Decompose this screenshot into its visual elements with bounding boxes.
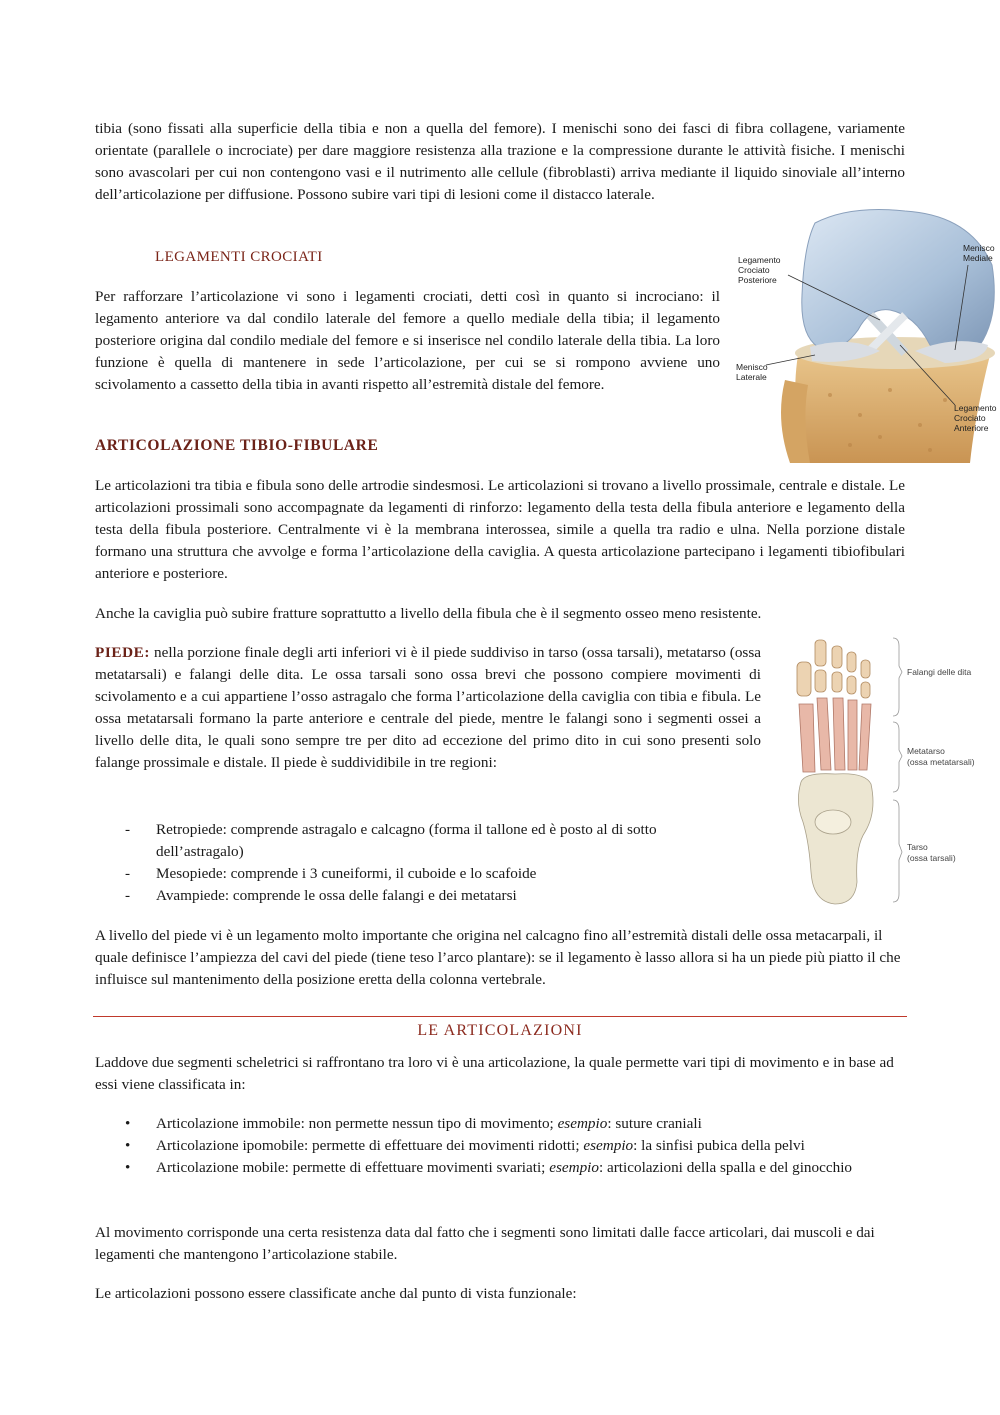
intro-paragraph: tibia (sono fissati alla superficie della tibia e non a quella del femore). I menischi sono dei fasci di fibra collagene, variamente orientate (parallele o incrociate) per dare maggiore resistenza alla trazione e la compressione durante le attività fisiche. I menischi sono avascolari per cui non contengono vasi e il nutrimento alle cellule (fibroblasti) arriva mediante il liquido sinoviale all’interno dell’articolazione per diffusione. Possono subire vari tipi di lesioni come il distacco laterale.: [95, 120, 905, 203]
piede-closing-paragraph: A livello del piede vi è un legamento molto importante che origina nel calcagno fino all’estremità distali delle ossa metacarpali, il quale definisce l’ampiezza del cavi del piede (tiene teso l’arco plantare): se il legamento è lasso allora si ha un piede più piatto il che influisce sul mantenimento della posizione eretta della colonna vertebrale.: [95, 927, 901, 988]
label-menisco-laterale: Menisco Laterale: [736, 362, 768, 382]
list-item: • Articolazione ipomobile: permette di effettuare dei movimenti ridotti; esempio: la sinfisi pubica della pelvi: [125, 1137, 805, 1154]
list-item: • Articolazione immobile: non permette nessun tipo di movimento; esempio: suture craniali: [125, 1115, 702, 1132]
tibiofibulare-heading: ARTICOLAZIONE TIBIO-FIBULARE: [95, 437, 379, 454]
phalanges-shape: [797, 640, 870, 698]
piede-label: PIEDE:: [95, 644, 151, 661]
tarsals-shape: [798, 774, 873, 904]
legamenti-crociati-heading: LEGAMENTI CROCIATI: [155, 249, 323, 265]
section-divider: [93, 1016, 907, 1017]
list-item: - Avampiede: comprende le ossa delle falangi e dei metatarsi: [125, 887, 517, 904]
bracket-lines: [891, 632, 903, 910]
list-item: - Retropiede: comprende astragalo e calcagno (forma il tallone ed è posto al di sotto dell’astragalo): [125, 821, 657, 860]
articolazioni-paragraph-2: Al movimento corrisponde una certa resistenza data dal fatto che i segmenti sono limitati dalle facce articolari, dai muscoli e dai legamenti che mantengono l’articolazione stabile.: [95, 1224, 875, 1263]
list-item: - Mesopiede: comprende i 3 cuneiformi, il cuboide e lo scafoide: [125, 865, 537, 882]
label-lcp: Legamento Crociato Posteriore: [738, 255, 781, 285]
label-metatarso: Metatarso (ossa metatarsali): [907, 746, 975, 767]
label-lca: Legamento Crociato Anteriore: [954, 403, 997, 433]
label-falangi: Falangi delle dita: [907, 667, 972, 677]
piede-regions-list: [95, 819, 735, 907]
label-tarso: Tarso (ossa tarsali): [907, 842, 956, 863]
list-item: • Articolazione mobile: permette di effettuare movimenti svariati; esempio: articolazioni della spalla e del ginocchio: [125, 1159, 853, 1176]
piede-paragraph: [95, 642, 761, 774]
label-menisco-mediale: Menisco Mediale: [963, 243, 995, 263]
articolazioni-paragraph-1: Laddove due segmenti scheletrici si raffrontano tra loro vi è una articolazione, la quale permette vari tipi di movimento e in base ad essi viene classificata in:: [95, 1054, 894, 1093]
foot-illustration: [785, 632, 995, 910]
articolazioni-paragraph-3: Le articolazioni possono essere classificate anche dal punto di vista funzionale:: [95, 1285, 577, 1302]
tibiofibulare-paragraph-1: Le articolazioni tra tibia e fibula sono delle artrodie sindesmosi. Le articolazioni si trovano a livello prossimale, centrale e distale. Le articolazioni prossimali sono accompagnate da legamenti di rinforzo: legamento della testa della fibula anteriore e legamento della testa della fibula posteriore. Centralmente vi è la membrana interossea, simile a quella tra radio e ulna. Nella porzione distale formano una struttura che avvolge e forma l’articolazione della caviglia. A questa articolazione partecipano i legamenti tibiofibulari anteriore e posteriore.: [95, 477, 905, 582]
tibiofibulare-paragraph-2: Anche la caviglia può subire fratture soprattutto a livello della fibula che è il segmento osseo meno resistente.: [95, 605, 762, 622]
piede-text: nella porzione finale degli arti inferiori vi è il piede suddiviso in tarso (ossa tarsali), metatarso (ossa metatarsali) e falangi delle dita. Le ossa tarsali sono ossa brevi che possono compiere movimenti di scivolamento e a cui appartiene l’osso astragalo che forma l’articolazione della caviglia con tibia e fibula. Le ossa metatarsali formano la parte anteriore e centrale del piede, mentre le falangi sono i segmenti ossei a livello delle dita, le quali sono sempre tre per dito ad eccezione del primo dito in cui sono presenti solo falange prossimale e distale. Il piede è suddividibile in tre regioni:: [95, 644, 761, 771]
metatarsals-shape: [799, 698, 871, 772]
articolazioni-types-list: [95, 1113, 875, 1179]
knee-illustration: [730, 205, 1000, 463]
section-title: LE ARTICOLAZIONI: [417, 1022, 583, 1039]
legamenti-paragraph: Per rafforzare l’articolazione vi sono i legamenti crociati, detti così in quanto si incrociano: il legamento anteriore va dal condilo laterale del femore a quello mediale della tibia; il legamento posteriore origina dal condilo mediale del femore e si inserisce nel condilo laterale della tibia. La loro funzione è quella di mantenere in sede l’articolazione, per cui se si rompono avviene uno scivolamento a cassetto della tibia in avanti rispetto all’estremità distale del femore.: [95, 288, 720, 393]
